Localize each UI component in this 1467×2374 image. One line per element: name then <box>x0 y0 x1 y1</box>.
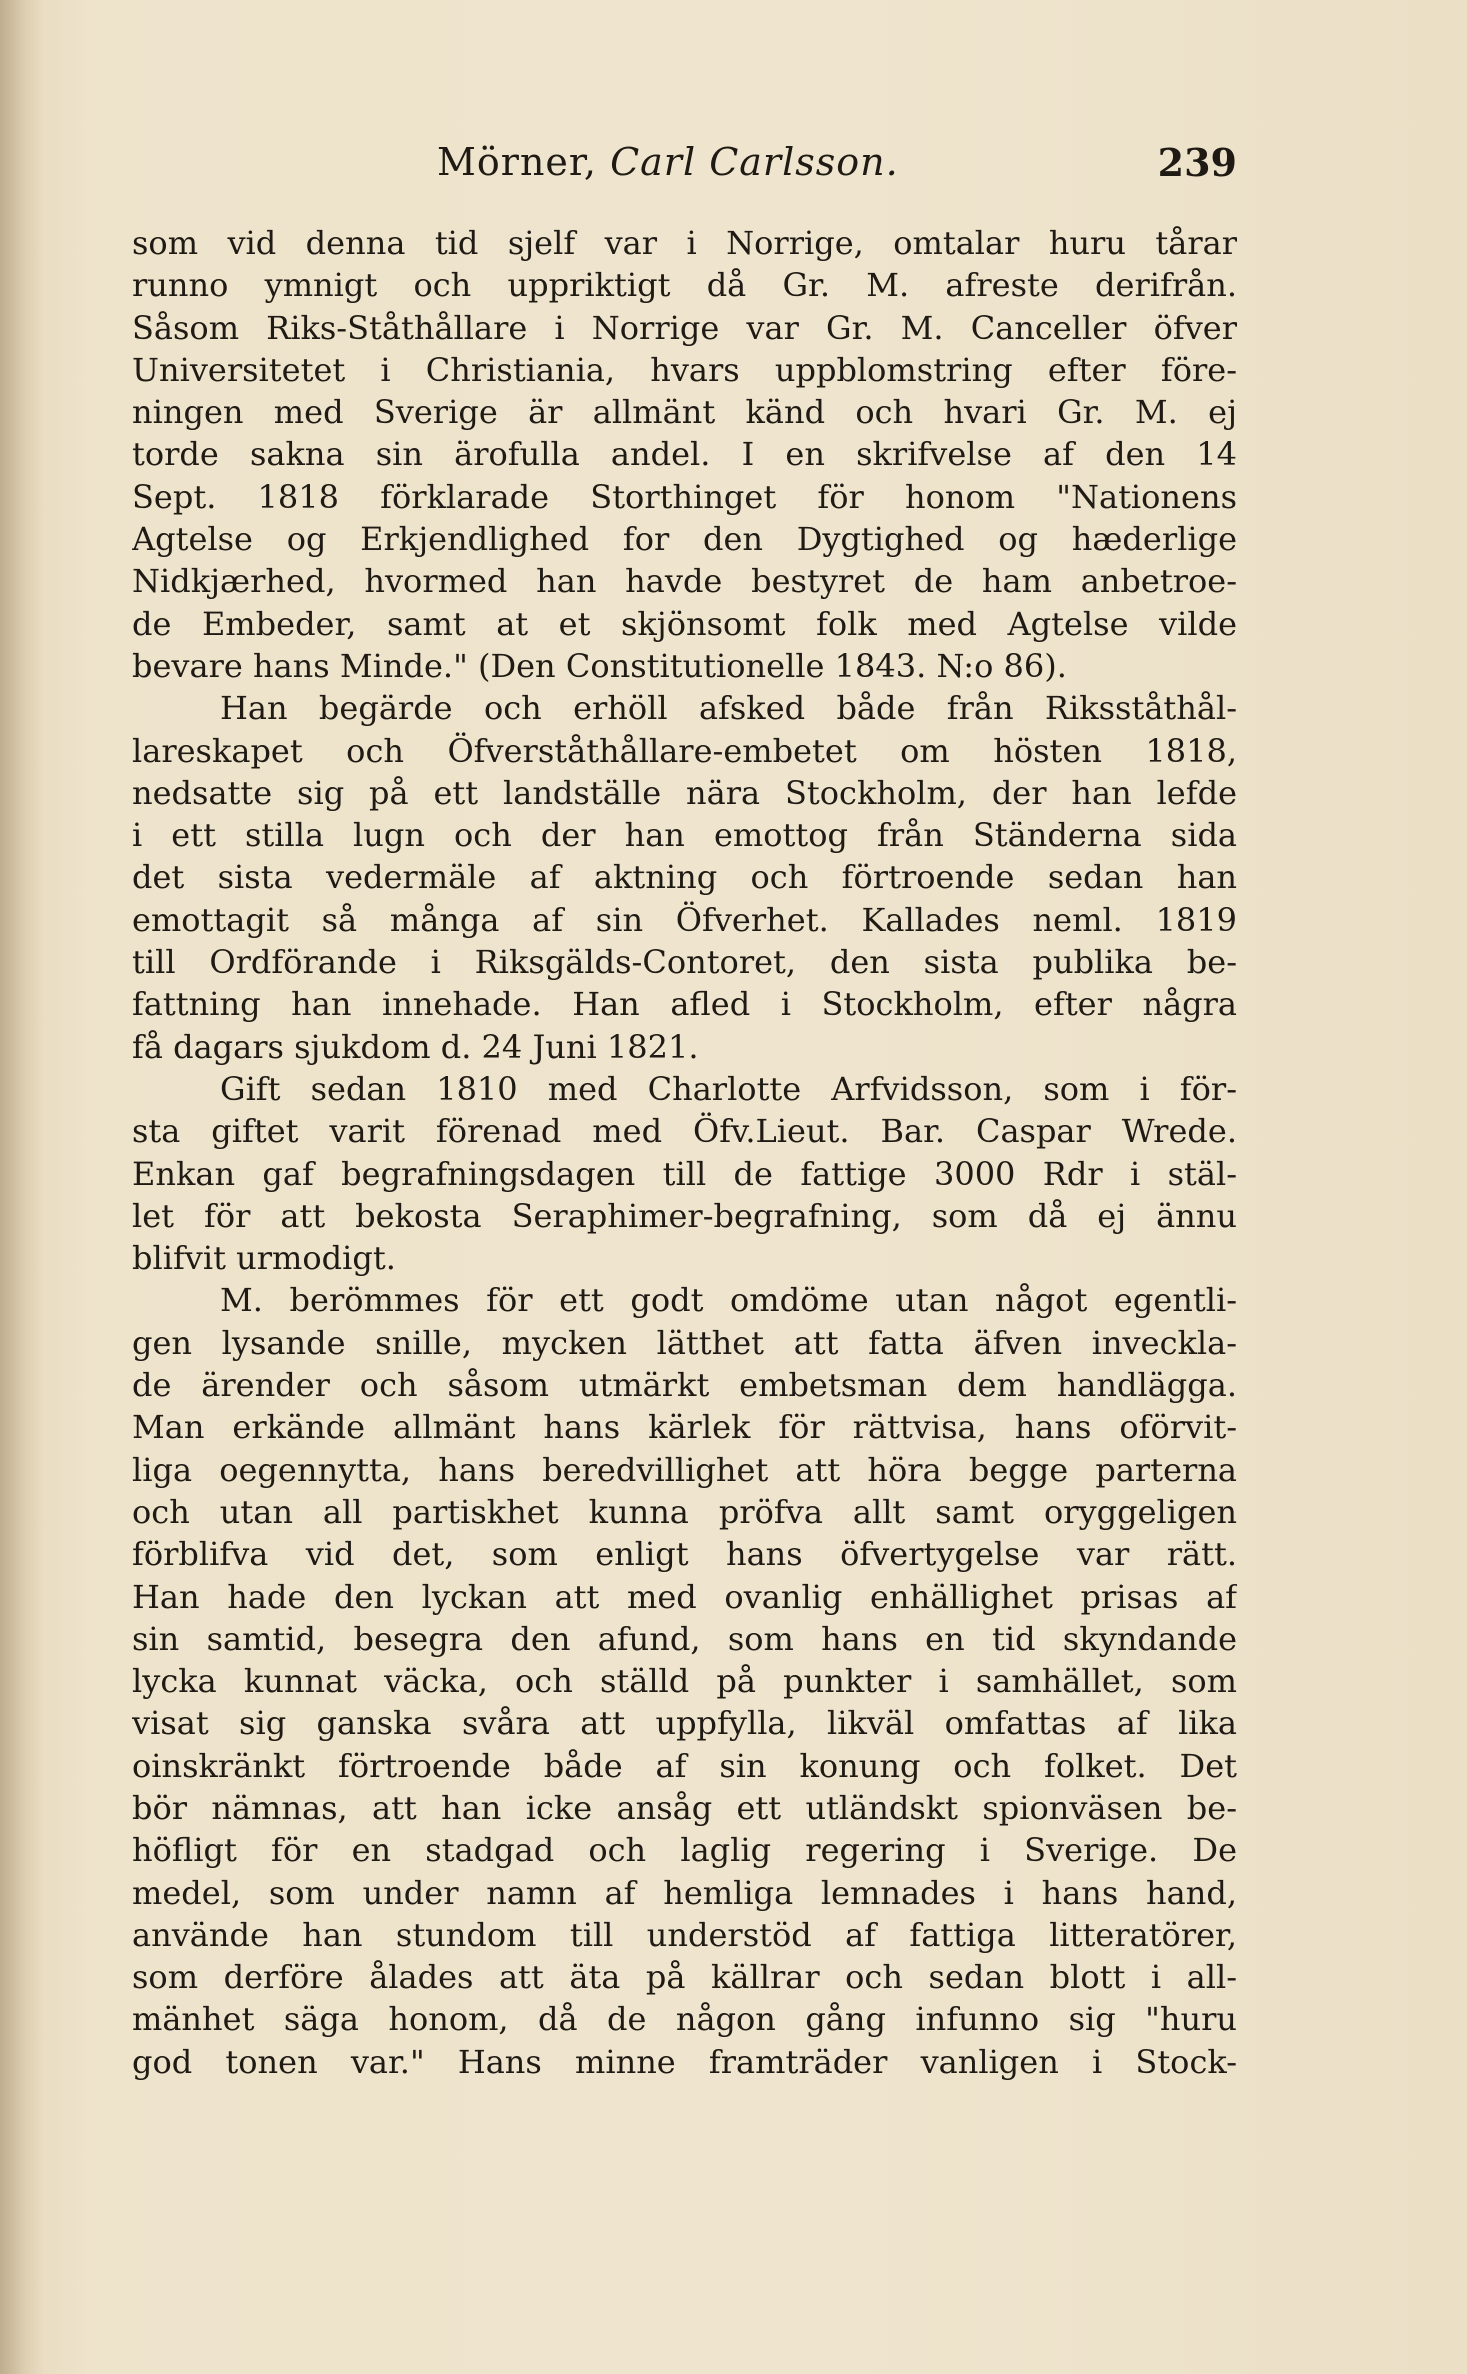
text-line: mänhet säga honom, då de någon gång infunno sig "huru <box>132 2000 1237 2039</box>
text-line: oinskränkt förtroende både af sin konung och folket. Det <box>132 1746 1237 1785</box>
text-line: använde han stundom till understöd af fattiga litteratörer, <box>132 1915 1237 1954</box>
text-line: sta giftet varit förenad med Öfv.Lieut. Bar. Caspar Wrede. <box>132 1112 1237 1151</box>
text-line: emottagit så många af sin Öfverhet. Kallades neml. 1819 <box>132 900 1237 939</box>
running-head <box>437 140 899 184</box>
text-line: Han hade den lyckan att med ovanlig enhällighet prisas af <box>132 1577 1237 1616</box>
text-line: det sista vedermäle af aktning och förtroende sedan han <box>132 858 1237 897</box>
text-line: blifvit urmodigt. <box>132 1239 396 1278</box>
text-line: bevare hans Minde." (Den Constitutionelle 1843. N:o 86). <box>132 646 1067 685</box>
text-line: sin samtid, besegra den afund, som hans en tid skyndande <box>132 1619 1237 1658</box>
page-edge-shadow <box>0 0 44 2374</box>
text-line: god tonen var." Hans minne framträder vanligen i Stock- <box>132 2042 1237 2081</box>
running-head-name: Mörner, <box>437 140 597 184</box>
text-line: och utan all partiskhet kunna pröfva allt samt oryggeligen <box>132 1492 1237 1531</box>
text-line: lycka kunnat väcka, och ställd på punkter i samhället, som <box>132 1662 1237 1701</box>
text-line: lareskapet och Öfverståthållare-embetet om hösten 1818, <box>132 731 1237 770</box>
text-line: de Embeder, samt at et skjönsomt folk med Agtelse vilde <box>132 604 1237 643</box>
text-line: gen lysande snille, mycken lätthet att fatta äfven inveckla- <box>132 1323 1237 1362</box>
text-line: Agtelse og Erkjendlighed for den Dygtighed og hæderlige <box>132 520 1237 559</box>
text-line: Gift sedan 1810 med Charlotte Arfvidsson, som i för- <box>220 1069 1237 1108</box>
text-line: i ett stilla lugn och der han emottog från Ständerna sida <box>132 816 1237 855</box>
text-line: M. berömmes för ett godt omdöme utan något egentli- <box>220 1281 1237 1320</box>
text-line: ningen med Sverige är allmänt känd och hvari Gr. M. ej <box>132 393 1237 432</box>
text-line: liga oegennytta, hans beredvillighet att höra begge parterna <box>132 1450 1237 1489</box>
text-line: torde sakna sin ärofulla andel. I en skrifvelse af den 14 <box>132 435 1237 474</box>
text-line: Man erkände allmänt hans kärlek för rättvisa, hans oförvit- <box>132 1408 1237 1447</box>
text-line: som vid denna tid sjelf var i Norrige, omtalar huru tårar <box>132 224 1237 262</box>
text-line: Sept. 1818 förklarade Storthinget för honom "Nationens <box>132 477 1237 516</box>
text-line: Såsom Riks-Ståthållare i Norrige var Gr. M. Canceller öfver <box>132 308 1237 347</box>
text-line: bör nämnas, att han icke ansåg ett utländskt spionväsen be- <box>132 1788 1237 1827</box>
text-line: till Ordförande i Riksgälds-Contoret, den sista publika be- <box>132 943 1237 982</box>
page-number: 239 <box>1157 140 1237 185</box>
text-line: visat sig ganska svåra att uppfylla, likväl omfattas af lika <box>132 1704 1237 1743</box>
text-line: få dagars sjukdom d. 24 Juni 1821. <box>132 1027 699 1066</box>
text-line: let för att bekosta Seraphimer-begrafning, som då ej ännu <box>132 1196 1237 1235</box>
text-line: Universitetet i Christiania, hvars uppblomstring efter före- <box>132 350 1237 389</box>
running-head-subname: Carl Carlsson. <box>610 140 899 184</box>
body-text <box>132 222 1237 2083</box>
text-line: förblifva vid det, som enligt hans öfvertygelse var rätt. <box>132 1535 1237 1574</box>
text-line: Han begärde och erhöll afsked både från Riksståthål- <box>220 689 1237 728</box>
text-line: Enkan gaf begrafningsdagen till de fattige 3000 Rdr i stäl- <box>132 1154 1237 1193</box>
text-line: medel, som under namn af hemliga lemnades i hans hand, <box>132 1873 1237 1912</box>
text-line: fattning han innehade. Han afled i Stockholm, efter några <box>132 985 1237 1024</box>
text-line: runno ymnigt och uppriktigt då Gr. M. afreste derifrån. <box>132 266 1237 305</box>
text-line: Nidkjærhed, hvormed han havde bestyret de ham anbetroe- <box>132 562 1237 601</box>
text-line: de ärender och såsom utmärkt embetsman dem handlägga. <box>132 1366 1237 1405</box>
page-header <box>132 140 1237 200</box>
text-line: höfligt för en stadgad och laglig regering i Sverige. De <box>132 1831 1237 1870</box>
text-line: nedsatte sig på ett landställe nära Stockholm, der han lefde <box>132 773 1237 812</box>
text-line: som derföre ålades att äta på källrar och sedan blott i all- <box>132 1958 1237 1997</box>
